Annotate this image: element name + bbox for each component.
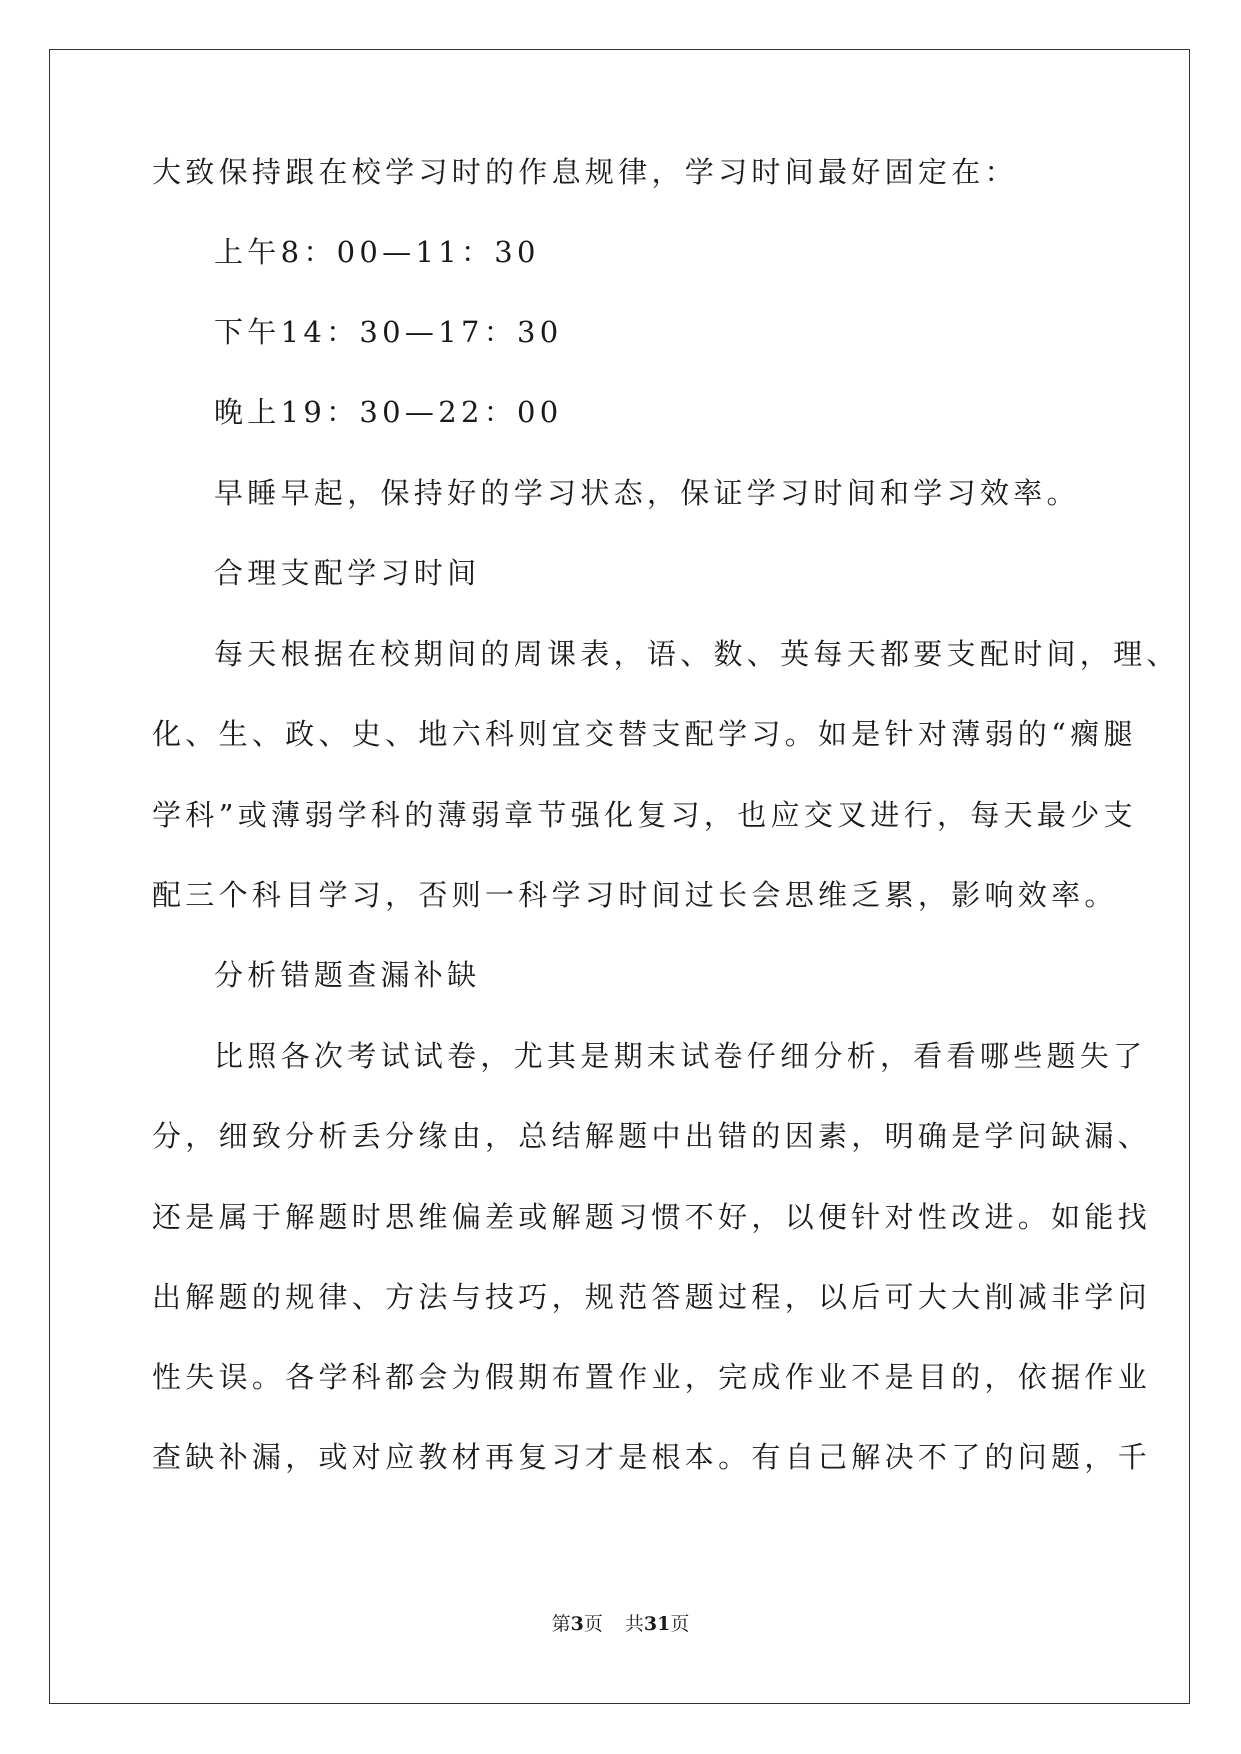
section-heading: 合理支配学习时间 xyxy=(214,556,481,590)
paragraph-line: 化、生、政、史、地六科则宜交替支配学习。如是针对薄弱的“瘸腿 xyxy=(152,717,1137,751)
paragraph-line: 比照各次考试试卷，尤其是期末试卷仔细分析，看看哪些题失了 xyxy=(214,1039,1147,1073)
schedule-afternoon: 下午14：30—17：30 xyxy=(214,315,563,349)
total-suffix: 页 xyxy=(670,1613,690,1635)
paragraph-line: 配三个科目学习，否则一科学习时间过长会思维乏累，影响效率。 xyxy=(152,878,1118,912)
paragraph-line: 性失误。各学科都会为假期布置作业，完成作业不是目的，依据作业 xyxy=(152,1360,1152,1394)
schedule-morning: 上午8：00—11：30 xyxy=(214,235,540,269)
page-total: 31 xyxy=(643,1613,671,1635)
page-footer xyxy=(0,1612,1241,1636)
paragraph-line: 还是属于解题时思维偏差或解题习惯不好，以便针对性改进。如能找 xyxy=(152,1200,1152,1234)
section-heading: 分析错题查漏补缺 xyxy=(214,958,481,992)
paragraph-line: 分，细致分析丢分缘由，总结解题中出错的因素，明确是学问缺漏、 xyxy=(152,1119,1152,1153)
page-suffix: 页 xyxy=(583,1613,603,1635)
page-prefix: 第 xyxy=(551,1613,571,1635)
paragraph-line: 学科”或薄弱学科的薄弱章节强化复习，也应交叉进行，每天最少支 xyxy=(152,798,1137,832)
paragraph-line: 查缺补漏，或对应教材再复习才是根本。有自己解决不了的问题，千 xyxy=(152,1440,1152,1474)
paragraph-line: 早睡早起，保持好的学习状态，保证学习时间和学习效率。 xyxy=(214,476,1080,510)
schedule-evening: 晚上19：30—22：00 xyxy=(214,395,563,429)
total-prefix: 共 xyxy=(624,1613,644,1635)
paragraph-line: 每天根据在校期间的周课表，语、数、英每天都要支配时间，理、 xyxy=(214,637,1180,671)
paragraph-line: 大致保持跟在校学习时的作息规律，学习时间最好固定在： xyxy=(152,155,1018,189)
paragraph-line: 出解题的规律、方法与技巧，规范答题过程，以后可大大削减非学问 xyxy=(152,1280,1152,1314)
page-current: 3 xyxy=(570,1613,584,1635)
